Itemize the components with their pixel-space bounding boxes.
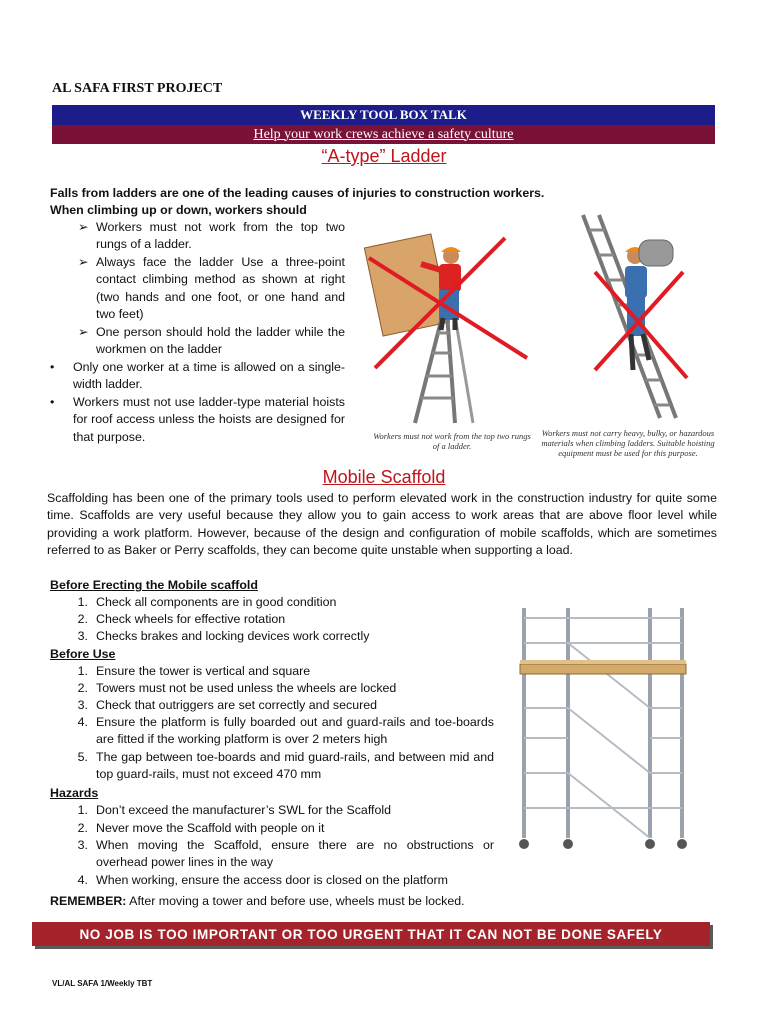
arrow-marker: ➢ [78, 220, 89, 234]
list-item: 3. When moving the Scaffold, ensure there are no obstructions or overhead power lines in the way [77, 838, 494, 870]
list-item: 1. Ensure the tower is vertical and square [77, 664, 311, 678]
list-item: 2. Towers must not be used unless the wheels are locked [77, 681, 397, 695]
mobile-scaffold-illustration [510, 598, 700, 858]
remember-text: After moving a tower and before use, wheels must be locked. [126, 894, 465, 908]
ladder-bullet-item: Only one worker at a time is allowed on a single-width ladder. [73, 360, 345, 392]
project-name: AL SAFA FIRST PROJECT [52, 81, 223, 96]
list-item [78, 324, 345, 359]
ladder-intro-1: Falls from ladders are one of the leading causes of injuries to construction workers. [50, 186, 545, 200]
bullet-marker: • [50, 360, 55, 374]
list-item: 5. The gap between toe-boards and mid guard-rails, and between mid and top guard-rails, must not exceed 470 mm [77, 750, 494, 782]
before-erecting-heading: Before Erecting the Mobile scaffold [50, 578, 258, 592]
remember-label: REMEMBER: [50, 894, 127, 908]
list-item: 1. Check all components are in good condition [77, 595, 337, 609]
list-item: 4. When working, ensure the access door is closed on the platform [77, 873, 448, 887]
list-item: 2. Never move the Scaffold with people on it [77, 821, 325, 835]
ladder-top-rungs-illustration [355, 218, 535, 430]
arrow-marker: ➢ [78, 255, 89, 269]
ladder-caption-left: Workers must not work from the top two rungs of a ladder. [373, 431, 531, 451]
band-title: WEEKLY TOOL BOX TALK [52, 105, 715, 125]
list-item: 3. Checks brakes and locking devices work correctly [77, 629, 370, 643]
bullet-marker: • [50, 395, 55, 409]
arrow-marker: ➢ [78, 325, 89, 339]
ladder-arrow-item: Always face the ladder Use a three-point contact climbing method as shown at right (two hands and one foot, or one hand and two feet) [96, 255, 345, 321]
ladder-arrow-item: One person should hold the ladder while the workmen on the ladder [96, 325, 345, 357]
ladder-bullet-item: Workers must not use ladder-type material hoists for roof access unless the hoists are designed for that purpose. [73, 395, 345, 444]
scaffold-intro: Scaffolding has been one of the primary tools used to perform elevated work in the construction industry for quite some time. Scaffolds are very useful because they allow you to gain access to work areas that are above floor level while providing a work platform. However, because of the design and configuration of mobile scaffolds, which are sometimes referred to as Baker or Perry scaffolds, they can become quite unstable when supporting a load. [47, 491, 717, 557]
list-item: 1. Don’t exceed the manufacturer’s SWL for the Scaffold [77, 803, 392, 817]
band-subtitle: Help your work crews achieve a safety culture [52, 125, 715, 144]
document-footer: VL/AL SAFA 1/Weekly TBT [52, 979, 153, 988]
hazards-heading: Hazards [50, 786, 99, 800]
ladder-carry-load-illustration [565, 210, 705, 425]
list-item [78, 219, 345, 254]
list-item: 4. Ensure the platform is fully boarded out and guard-rails and toe-boards are fitted if the working platform is over 2 meters high [77, 715, 494, 747]
list-item [50, 394, 345, 446]
ladder-title: “A-type” Ladder [321, 146, 447, 166]
list-item: 2. Check wheels for effective rotation [77, 612, 286, 626]
before-use-heading: Before Use [50, 647, 116, 661]
list-item [50, 359, 345, 394]
list-item [78, 254, 345, 323]
safety-banner: NO JOB IS TOO IMPORTANT OR TOO URGENT THAT IT CAN NOT BE DONE SAFELY [32, 922, 710, 946]
ladder-intro-2: When climbing up or down, workers should [50, 203, 307, 217]
scaffold-title: Mobile Scaffold [322, 467, 446, 487]
ladder-caption-right: Workers must not carry heavy, bulky, or hazardous materials when climbing ladders. Suitable hoisting equipment must be used for this purpose. [541, 428, 715, 458]
ladder-arrow-item: Workers must not work from the top two rungs of a ladder. [96, 220, 345, 252]
remember-note [50, 893, 465, 910]
list-item: 3. Check that outriggers are set correctly and secured [77, 698, 377, 712]
